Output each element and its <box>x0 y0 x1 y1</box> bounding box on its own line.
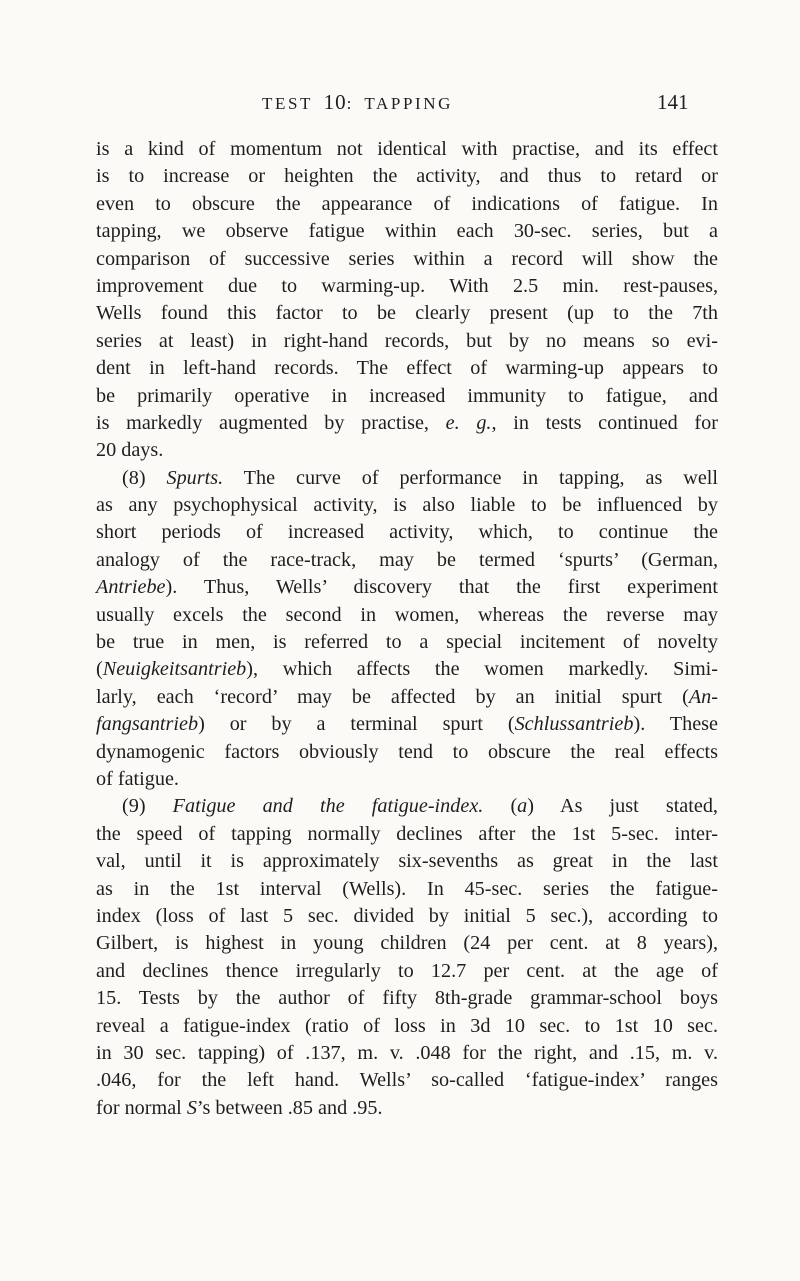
text-line: in 30 sec. tapping) of .137, m. v. .048 for the right, and .15, m. v. <box>96 1041 718 1064</box>
text-run: ) or by a terminal spurt ( <box>198 713 515 736</box>
running-head-test-label: TEST <box>262 94 313 113</box>
body-text <box>96 136 718 1122</box>
italic-run: a <box>517 795 528 818</box>
text-line: be primarily operative in increased immunity to fatigue, and <box>96 384 718 407</box>
text-run: ), which affects the women markedly. Simi- <box>246 658 718 681</box>
text-run: ). These <box>633 713 718 736</box>
text-run: , in tests continued for <box>491 411 718 434</box>
text-run: The curve of performance in tapping, as well <box>223 466 718 489</box>
text-run: ’s between .85 and .95. <box>196 1096 383 1119</box>
text-line: improvement due to warming-up. With 2.5 min. rest-pauses, <box>96 274 718 297</box>
italic-run: Antriebe <box>96 576 166 599</box>
text-line: series at least) in right-hand records, but by no means so evi- <box>96 329 718 352</box>
text-line: index (loss of last 5 sec. divided by initial 5 sec.), according to <box>96 904 718 927</box>
text-line: even to obscure the appearance of indications of fatigue. In <box>96 192 718 215</box>
text-line: Wells found this factor to be clearly present (up to the 7th <box>96 302 718 325</box>
section-title-fatigue: Fatigue and the fatigue-index. <box>172 795 484 818</box>
text-run: larly, each ‘record’ may be affected by an initial spurt ( <box>96 685 689 708</box>
text-line: dynamogenic factors obviously tend to obscure the real effects <box>96 740 718 763</box>
text-line: short periods of increased activity, which, to continue the <box>96 521 718 544</box>
running-head-test-number: 10 <box>323 90 347 114</box>
text-line <box>96 574 718 601</box>
text-run: ( <box>96 658 103 681</box>
section-number: (9) <box>122 795 173 818</box>
text-line <box>96 656 718 683</box>
text-line: usually excels the second in women, whereas the reverse may <box>96 603 718 626</box>
text-line: reveal a fatigue-index (ratio of loss in 3d 10 sec. to 1st 10 sec. <box>96 1014 718 1037</box>
text-line: analogy of the race-track, may be termed ‘spurts’ (German, <box>96 548 718 571</box>
section-heading-line <box>96 793 718 820</box>
running-head-title <box>262 89 453 117</box>
text-line: .046, for the left hand. Wells’ so-called ‘fatigue-index’ ranges <box>96 1069 718 1092</box>
section-title-spurts: Spurts. <box>166 466 224 489</box>
italic-run: Neuigkeitsantrieb <box>102 658 247 681</box>
page-number: 141 <box>657 90 689 114</box>
text-line: is to increase or heighten the activity, and thus to retard or <box>96 165 718 188</box>
running-head-test-name: : TAPPING <box>346 94 454 113</box>
italic-run: fangsantrieb <box>96 713 199 736</box>
text-line: of fatigue. <box>96 767 179 790</box>
text-line: 20 days. <box>96 439 164 462</box>
text-line <box>96 410 718 437</box>
text-line: is a kind of momentum not identical with practise, and its effect <box>96 138 718 160</box>
text-line: be true in men, is referred to a special incitement of novelty <box>96 631 718 654</box>
text-run: for normal <box>96 1096 187 1119</box>
text-line: the speed of tapping normally declines after the 1st 5-sec. inter- <box>96 822 718 845</box>
text-line <box>96 684 718 711</box>
italic-run: S <box>186 1096 197 1119</box>
text-run: ). Thus, Wells’ discovery that the first experiment <box>165 576 718 599</box>
italic-run: Schlussantrieb <box>514 713 634 736</box>
section-heading-line <box>96 465 718 492</box>
text-line: as any psychophysical activity, is also liable to be influenced by <box>96 494 718 517</box>
text-line: 15. Tests by the author of fifty 8th-grade grammar-school boys <box>96 987 718 1010</box>
text-line: as in the 1st interval (Wells). In 45-sec. series the fatigue- <box>96 877 718 900</box>
text-line: val, until it is approximately six-sevenths as great in the last <box>96 850 718 873</box>
italic-run: e. g. <box>445 411 492 434</box>
text-line: tapping, we observe fatigue within each 30-sec. series, but a <box>96 220 718 243</box>
section-number: (8) <box>122 466 167 489</box>
text-run: ) As just stated, <box>527 795 718 818</box>
text-run: is markedly augmented by practise, <box>96 411 446 434</box>
text-line: and declines thence irregularly to 12.7 per cent. at the age of <box>96 959 718 982</box>
text-run: ( <box>483 795 518 818</box>
running-head <box>0 89 800 115</box>
text-line: comparison of successive series within a record will show the <box>96 247 718 270</box>
text-line <box>96 1095 718 1122</box>
italic-run: An- <box>688 685 718 708</box>
text-line: dent in left-hand records. The effect of warming-up appears to <box>96 357 718 380</box>
text-line <box>96 711 718 738</box>
text-line: Gilbert, is highest in young children (24 per cent. at 8 years), <box>96 932 718 955</box>
